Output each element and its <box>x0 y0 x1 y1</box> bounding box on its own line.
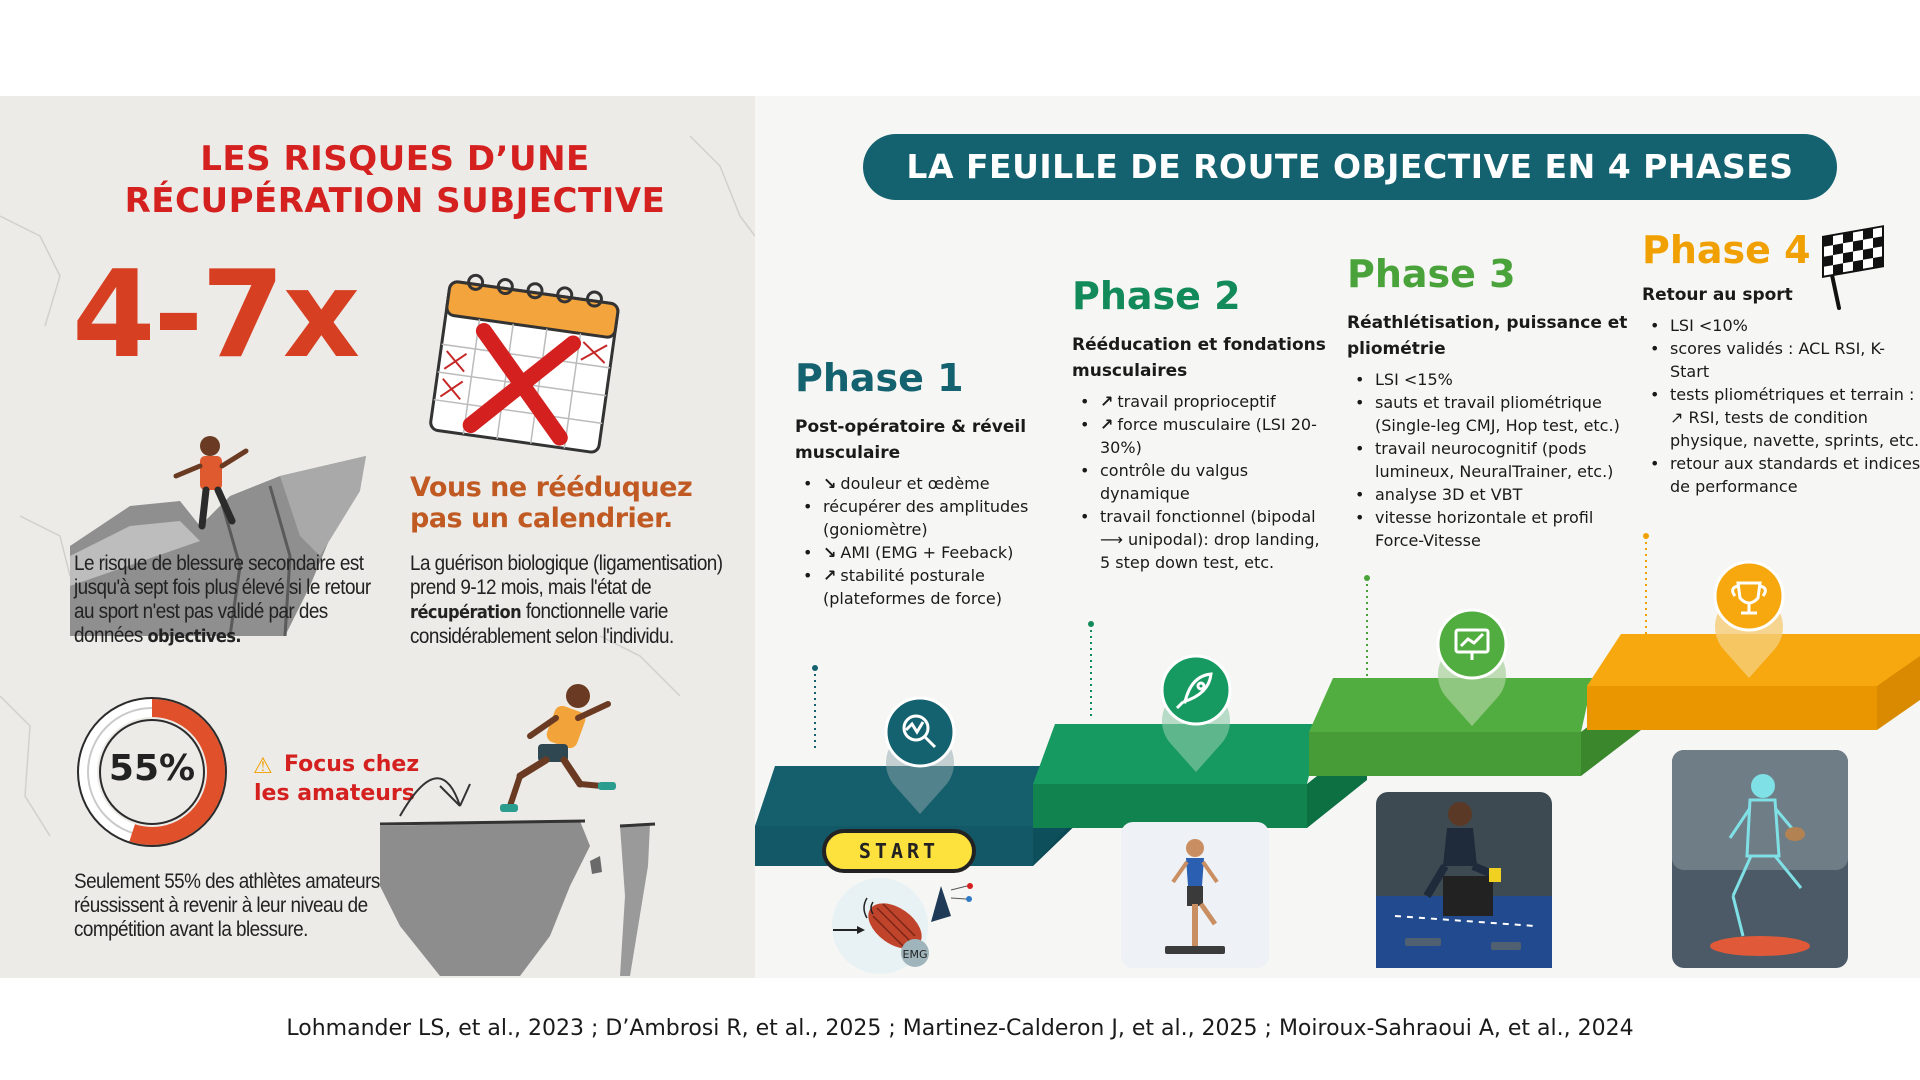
trend-arrow-icon: ↗ <box>823 566 837 585</box>
list-item <box>1642 314 1920 337</box>
list-item-text: tests pliométriques et terrain : ↗ RSI, tests de condition physique, navette, sprints, etc. <box>1670 385 1920 450</box>
trend-arrow-icon: ↘ <box>823 474 837 493</box>
trend-arrow-icon: ↘ <box>823 543 837 562</box>
list-item-text: retour aux standards et indices de performance <box>1670 454 1920 496</box>
list-item-text: vitesse horizontale et profil Force-Vitesse <box>1375 508 1594 550</box>
phase-3-title: Phase 3 <box>1347 252 1516 296</box>
trend-arrow-icon: ↗ <box>1100 415 1114 434</box>
phase-2-title: Phase 2 <box>1072 274 1241 318</box>
phase-1-block <box>795 356 1045 610</box>
phase-1-list <box>795 472 1045 610</box>
list-item-text: LSI <10% <box>1670 316 1748 335</box>
references-footer: Lohmander LS, et al., 2023 ; D’Ambrosi R, et al., 2025 ; Martinez-Calderon J, et al., 2025 ; Moiroux-Sahraoui A, et al., 2024 <box>286 1016 1634 1041</box>
phase-1-subtitle: Post-opératoire & réveil musculaire <box>795 417 1027 463</box>
focus-amateurs-label: Focus chez les amateurs <box>254 752 420 806</box>
phase-4-list <box>1642 314 1920 498</box>
runner-cliff-jump-illustration <box>380 676 740 976</box>
list-item <box>1347 506 1647 552</box>
list-item <box>1642 452 1920 498</box>
donut-value-label: 55% <box>108 748 196 789</box>
list-item <box>1642 337 1920 383</box>
phase-4-rugby-photo <box>1672 750 1848 968</box>
risk-text-bold: objectives. <box>147 626 242 647</box>
risks-panel <box>0 96 755 978</box>
list-item <box>1642 383 1920 452</box>
calendar-text-part1: La guérison biologique (ligamentisation) prend 9-12 mois, mais l'état de <box>410 552 723 599</box>
trend-arrow-icon: ↗ <box>1100 392 1114 411</box>
list-item <box>1347 437 1647 483</box>
phase-3-subtitle: Réathlétisation, puissance et pliométrie <box>1347 313 1628 359</box>
list-item-text: douleur et œdème <box>840 474 990 493</box>
crossed-calendar-icon <box>420 262 630 462</box>
phase-3-block <box>1347 252 1647 552</box>
list-item-text: LSI <15% <box>1375 370 1453 389</box>
calendar-text-bold: récupération <box>410 602 522 623</box>
list-item-text: AMI (EMG + Feeback) <box>840 543 1014 562</box>
emg-muscle-illustration <box>832 878 973 974</box>
roadmap-title: LA FEUILLE DE ROUTE OBJECTIVE EN 4 PHASES <box>863 134 1837 200</box>
list-item <box>795 472 1045 495</box>
list-item-text: travail neurocognitif (pods lumineux, NeuralTrainer, etc.) <box>1375 439 1614 481</box>
warning-icon: ⚠ <box>253 753 273 778</box>
list-item-text: force musculaire (LSI 20-30%) <box>1100 415 1317 457</box>
list-item <box>795 541 1045 564</box>
phase-2-subtitle: Rééducation et fondations musculaires <box>1072 335 1326 381</box>
biological-healing-text <box>410 552 743 649</box>
phase-3-list <box>1347 368 1647 552</box>
roadmap-panel <box>755 96 1920 978</box>
phase-4-title: Phase 4 <box>1642 228 1811 272</box>
phase-3-box-jump-photo <box>1376 792 1552 968</box>
secondary-injury-risk-text <box>74 552 371 649</box>
amateur-return-text: Seulement 55% des athlètes amateurs réussissent à revenir à leur niveau de compétition avant la blessure. <box>74 870 380 941</box>
list-item <box>1347 368 1647 391</box>
list-item <box>1072 390 1332 413</box>
start-badge: START <box>822 829 976 873</box>
emg-label: EMG <box>902 948 928 961</box>
phase-1-title: Phase 1 <box>795 356 964 400</box>
list-item <box>1347 391 1647 437</box>
phase-2-block <box>1072 274 1332 574</box>
phase-4-block <box>1642 228 1920 498</box>
list-item-text: stabilité posturale (plateformes de force) <box>823 566 1002 608</box>
phase-4-subtitle: Retour au sport <box>1642 285 1793 305</box>
list-item-text: travail fonctionnel (bipodal ⟶ unipodal): drop landing, 5 step down test, etc. <box>1100 507 1320 572</box>
phase-2-list <box>1072 390 1332 574</box>
risk-multiplier-stat: 4-7x <box>72 246 359 385</box>
list-item <box>1072 413 1332 459</box>
list-item-text: analyse 3D et VBT <box>1375 485 1523 504</box>
list-item <box>1072 505 1332 574</box>
list-item <box>795 564 1045 610</box>
list-item <box>1347 483 1647 506</box>
list-item-text: travail proprioceptif <box>1117 392 1276 411</box>
risk-text-main: Le risque de blessure secondaire est jusqu'à sept fois plus élevé si le retour au sport n'est pas validé par des données <box>74 552 371 647</box>
phase-2-balance-photo <box>1121 822 1269 968</box>
calendar-text-part2: fonctionnelle varie considérablement selon l'individu. <box>410 600 674 648</box>
risks-title-line1: LES RISQUES D’UNE <box>200 139 590 179</box>
list-item-text: scores validés : ACL RSI, K-Start <box>1670 339 1886 381</box>
list-item <box>795 495 1045 541</box>
list-item-text: sauts et travail pliométrique (Single-leg CMJ, Hop test, etc.) <box>1375 393 1620 435</box>
list-item <box>1072 459 1332 505</box>
list-item-text: contrôle du valgus dynamique <box>1100 461 1249 503</box>
risks-title-line2: RÉCUPÉRATION SUBJECTIVE <box>124 181 666 221</box>
list-item-text: récupérer des amplitudes (goniomètre) <box>823 497 1029 539</box>
risks-title <box>0 138 755 222</box>
calendar-caption: Vous ne rééduquez pas un calendrier. <box>410 472 693 534</box>
